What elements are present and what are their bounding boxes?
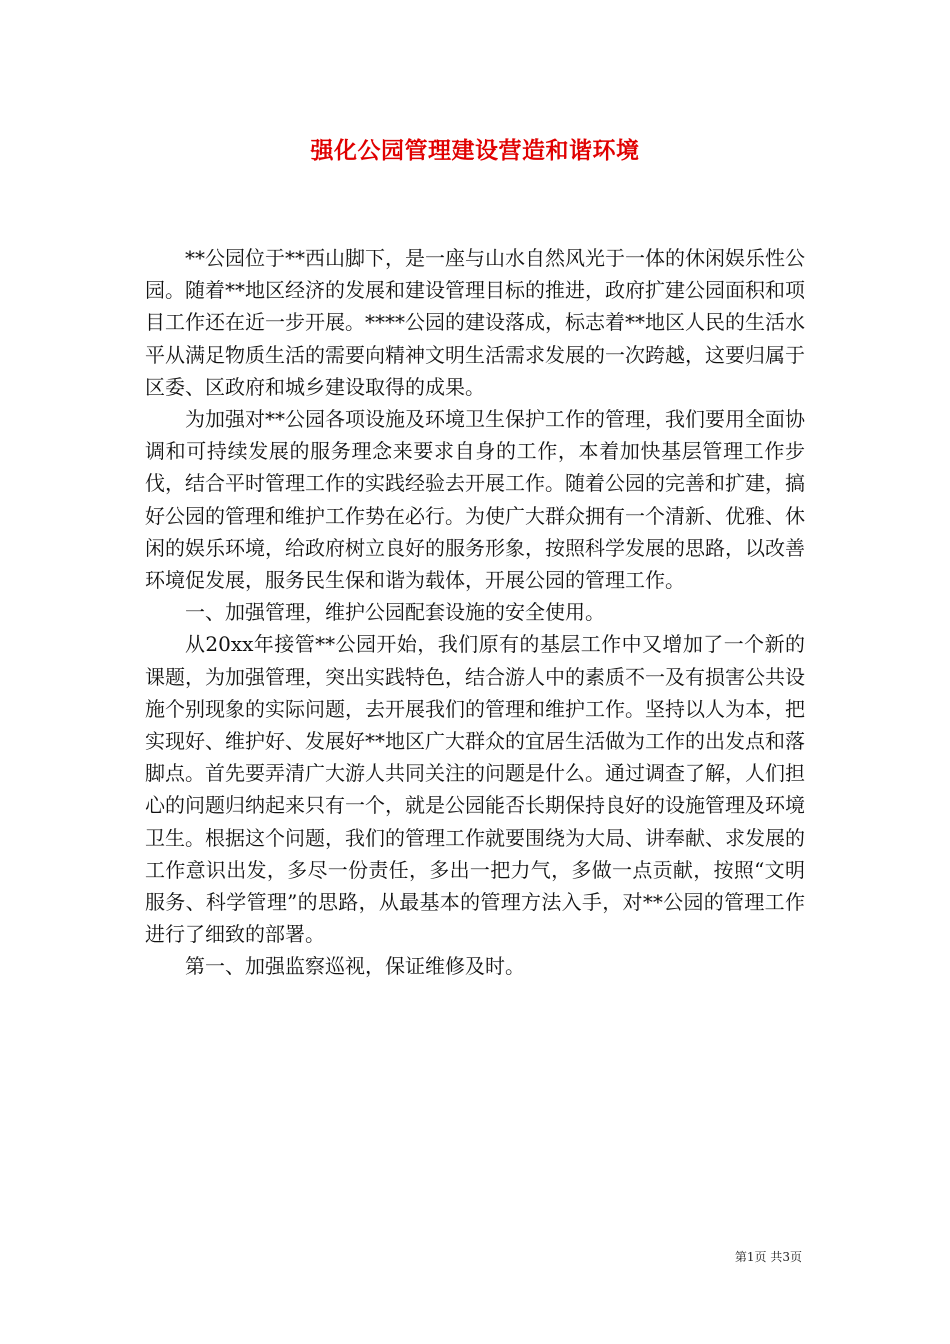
document-body [145,242,805,983]
paragraph-1: **公园位于**西山脚下，是一座与山水自然风光于一体的休闲娱乐性公园。随着**地区经济的发展和建设管理目标的推进，政府扩建公园面积和项目工作还在近一步开展。****公园的建设落成，标志着**地区人民的生活水平从满足物质生活的需要向精神文明生活需求发展的一次跨越，这要归属于区委、区政府和城乡建设取得的成果。 [145,246,805,399]
page-number: 第1页 共3页 [734,1250,802,1264]
subsection-heading-1: 第一、加强监察巡视，保证维修及时。 [185,954,525,979]
document-title: 强化公园管理建设营造和谐环境 [310,137,640,164]
paragraph-2: 为加强对**公园各项设施及环境卫生保护工作的管理，我们要用全面协调和可持续发展的服务理念来要求自身的工作，本着加快基层管理工作步伐，结合平时管理工作的实践经验去开展工作。随着公园的完善和扩建，搞好公园的管理和维护工作势在必行。为使广大群众拥有一个清新、优雅、休闲的娱乐环境，给政府树立良好的服务形象，按照科学发展的思路，以改善环境促发展，服务民生保和谐为载体，开展公园的管理工作。 [145,407,805,593]
section-heading-1: 一、加强管理，维护公园配套设施的安全使用。 [185,600,605,625]
paragraph-3: 从20xx年接管**公园开始，我们原有的基层工作中又增加了一个新的课题，为加强管理，突出实践特色，结合游人中的素质不一及有损害公共设施个别现象的实际问题，去开展我们的管理和维护工作。坚持以人为本，把实现好、维护好、发展好**地区广大群众的宜居生活做为工作的出发点和落脚点。首先要弄清广大游人共同关注的问题是什么。通过调查了解，人们担心的问题归纳起来只有一个，就是公园能否长期保持良好的设施管理及环境卫生。根据这个问题，我们的管理工作就要围绕为大局、讲奉献、求发展的工作意识出发，多尽一份责任，多出一把力气，多做一点贡献，按照“文明服务、科学管理”的思路，从最基本的管理方法入手，对**公园的管理工作进行了细致的部署。 [145,632,805,947]
